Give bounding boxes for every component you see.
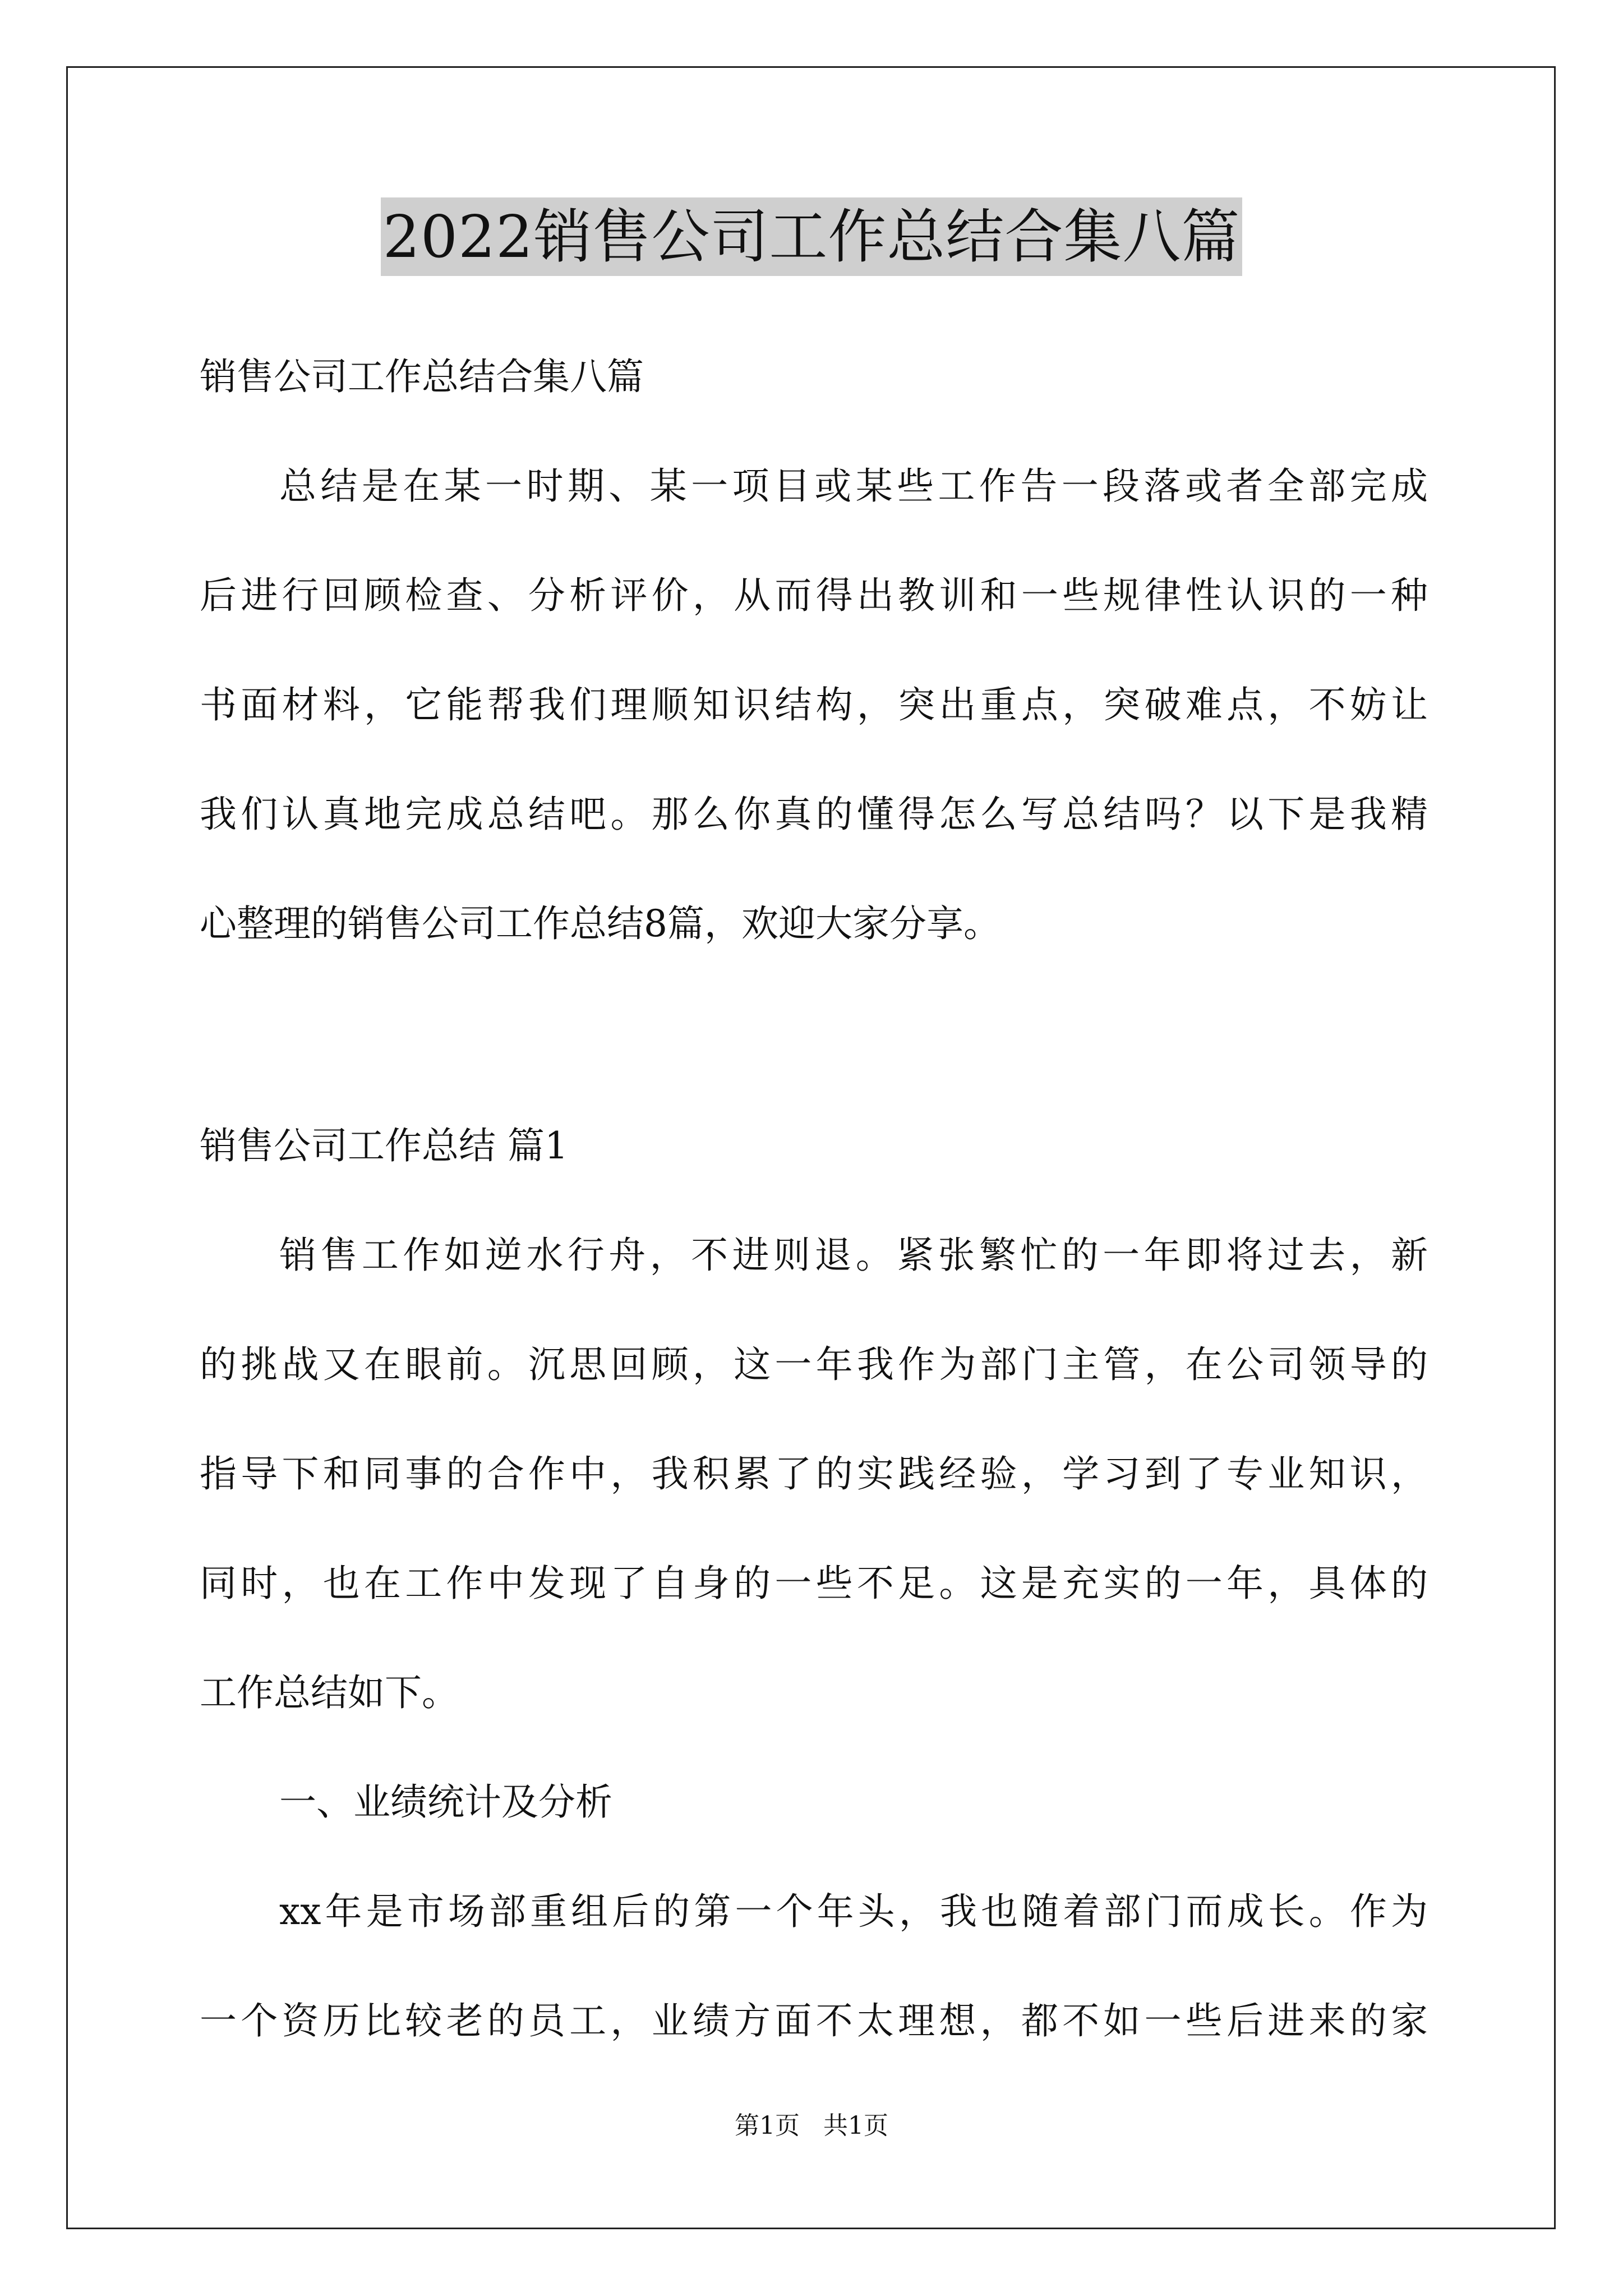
intro-line-4: 我们认真地完成总结吧。那么你真的懂得怎么写总结吗？以下是我精	[200, 793, 1428, 836]
title-container	[0, 197, 1623, 276]
performance-line-1: xx年是市场部重组后的第一个年头，我也随着部门而成长。作为	[279, 1890, 1428, 1933]
section-1-line-4: 同时，也在工作中发现了自身的一些不足。这是充实的一年，具体的	[200, 1562, 1428, 1605]
intro-line-3: 书面材料，它能帮我们理顺知识结构，突出重点，突破难点，不妨让	[200, 683, 1428, 726]
section-1-line-1: 销售工作如逆水行舟，不进则退。紧张繁忙的一年即将过去，新	[279, 1234, 1428, 1277]
performance-line-2: 一个资历比较老的员工，业绩方面不太理想，都不如一些后进来的家	[200, 1999, 1428, 2042]
document-subtitle: 销售公司工作总结合集八篇	[200, 355, 644, 398]
section-1-line-2: 的挑战又在眼前。沉思回顾，这一年我作为部门主管，在公司领导的	[200, 1343, 1428, 1386]
section-1-heading: 销售公司工作总结 篇1	[200, 1124, 568, 1167]
intro-line-2: 后进行回顾检查、分析评价，从而得出教训和一些规律性认识的一种	[200, 574, 1428, 617]
section-1-line-5: 工作总结如下。	[200, 1671, 459, 1714]
intro-line-1: 总结是在某一时期、某一项目或某些工作告一段落或者全部完成	[279, 464, 1428, 508]
section-1-line-3: 指导下和同事的合作中，我积累了的实践经验，学习到了专业知识，	[200, 1452, 1428, 1496]
document-title: 2022销售公司工作总结合集八篇	[381, 197, 1243, 276]
intro-line-5: 心整理的销售公司工作总结8篇，欢迎大家分享。	[200, 902, 1000, 945]
subheading-performance: 一、业绩统计及分析	[279, 1780, 612, 1824]
page-footer: 第1页 共1页	[735, 2111, 888, 2140]
